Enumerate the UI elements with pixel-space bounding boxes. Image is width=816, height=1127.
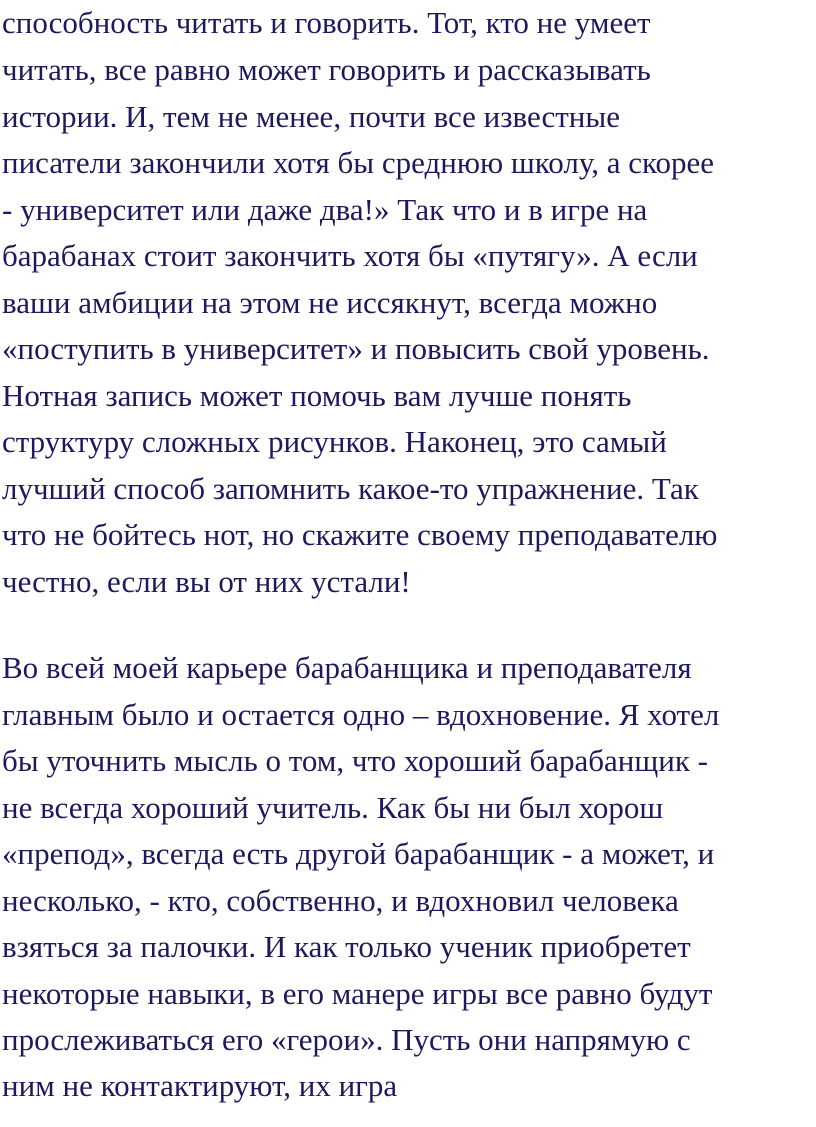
text-line: прослеживаться его «герои». Пусть они напрямую с (2, 1022, 691, 1057)
text-line: лучший способ запомнить какое-то упражнение. Так (2, 471, 699, 506)
text-line: «поступить в университет» и повысить свой уровень. (2, 331, 710, 366)
text-line: что не бойтесь нот, но скажите своему преподавателю (2, 517, 718, 552)
text-line: ваши амбиции на этом не иссякнут, всегда можно (2, 285, 658, 320)
text-line: писатели закончили хотя бы среднюю школу, а скорее (2, 145, 715, 180)
text-line: барабанах стоит закончить хотя бы «путягу». А если (2, 238, 698, 273)
text-line: Во всей моей карьере барабанщика и преподавателя (2, 650, 692, 685)
text-line: ним не контактируют, их игра (2, 1068, 398, 1103)
text-line: несколько, - кто, собственно, и вдохновил человека (2, 883, 679, 918)
text-line: истории. И, тем не менее, почти все известные (2, 99, 620, 134)
text-line: не всегда хороший учитель. Как бы ни был хорош (2, 790, 664, 825)
text-line: структуру сложных рисунков. Наконец, это самый (2, 424, 667, 459)
text-line: Нотная запись может помочь вам лучше понять (2, 378, 632, 413)
text-line: некоторые навыки, в его манере игры все равно будут (2, 976, 713, 1011)
text-line: - университет или даже два!» Так что и в игре на (2, 192, 648, 227)
text-line: честно, если вы от них устали! (2, 564, 411, 599)
text-line: главным было и остается одно – вдохновение. Я хотел (2, 697, 720, 732)
text-line: читать, все равно может говорить и рассказывать (2, 52, 651, 87)
text-line: «препод», всегда есть другой барабанщик - а может, и (2, 836, 715, 871)
text-line: способность читать и говорить. Тот, кто не умеет (2, 5, 651, 40)
text-line: бы уточнить мысль о том, что хороший барабанщик - (2, 743, 708, 778)
text-line: взяться за палочки. И как только ученик приобретет (2, 929, 691, 964)
